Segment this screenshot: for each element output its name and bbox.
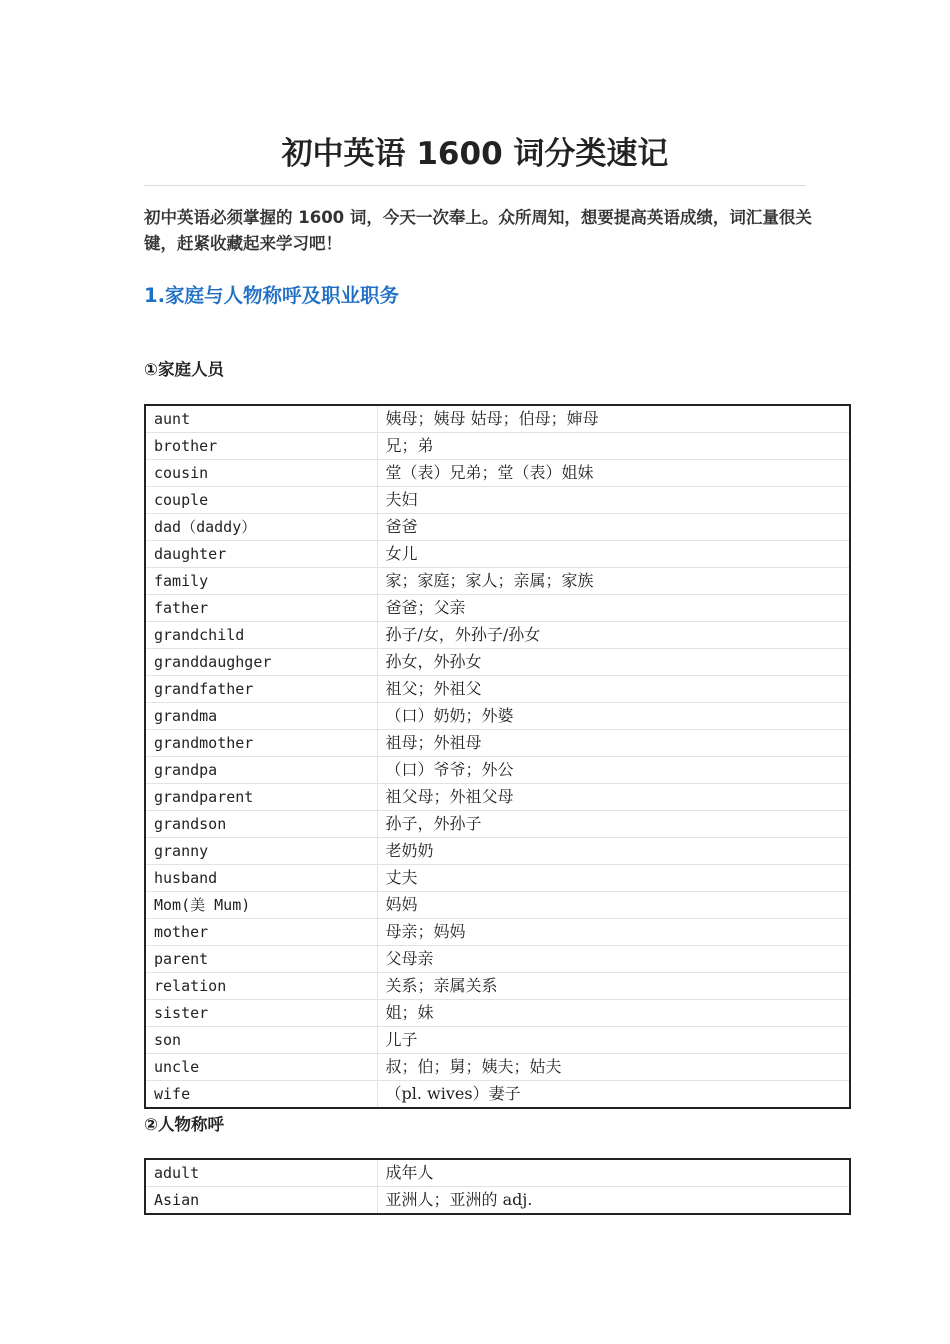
table-row <box>145 1159 850 1187</box>
chinese-meaning-cell: 爸爸；父亲 <box>377 595 850 622</box>
chinese-meaning-cell: 祖母；外祖母 <box>377 730 850 757</box>
family-members-heading: ①家庭人员 <box>144 360 224 379</box>
table-row <box>145 676 850 703</box>
chinese-meaning-cell: 祖父母；外祖父母 <box>377 784 850 811</box>
table-row <box>145 541 850 568</box>
english-word-cell: grandchild <box>145 622 377 649</box>
table-row <box>145 460 850 487</box>
table-row <box>145 730 850 757</box>
english-word-cell: brother <box>145 433 377 460</box>
table-row <box>145 622 850 649</box>
chinese-meaning-cell: 亚洲人；亚洲的 adj. <box>385 1190 533 1209</box>
chinese-meaning-cell: 母亲；妈妈 <box>377 919 850 946</box>
english-word-cell: family <box>145 568 377 595</box>
table-row <box>145 1027 850 1054</box>
english-word-cell: adult <box>145 1159 377 1187</box>
chinese-meaning-cell: 关系；亲属关系 <box>377 973 850 1000</box>
chinese-meaning-cell: （口）爷爷；外公 <box>377 757 850 784</box>
intro-paragraph: 初中英语必须掌握的 1600 词，今天一次奉上。众所周知，想要提高英语成绩，词汇量很关键，赶紧收藏起来学习吧！ <box>144 208 812 253</box>
table-row <box>145 1000 850 1027</box>
title-divider <box>144 185 806 186</box>
section-heading: 1.家庭与人物称呼及职业职务 <box>144 284 399 307</box>
chinese-meaning-cell: 孙女，外孙女 <box>377 649 850 676</box>
chinese-meaning-cell: 妈妈 <box>377 892 850 919</box>
chinese-meaning-cell: 丈夫 <box>377 865 850 892</box>
table-row <box>145 433 850 460</box>
english-word-cell: grandpa <box>145 757 377 784</box>
english-word-cell: grandmother <box>145 730 377 757</box>
table-row <box>145 919 850 946</box>
english-word-cell: grandson <box>145 811 377 838</box>
english-word-cell: husband <box>145 865 377 892</box>
table-row <box>145 1054 850 1081</box>
english-word-cell: Asian <box>145 1187 377 1215</box>
chinese-meaning-cell: 孙子，外孙子 <box>377 811 850 838</box>
english-word-cell: parent <box>145 946 377 973</box>
english-word-cell: daughter <box>145 541 377 568</box>
chinese-meaning-cell: 父母亲 <box>377 946 850 973</box>
chinese-meaning-cell: 女儿 <box>377 541 850 568</box>
english-word-cell: sister <box>145 1000 377 1027</box>
chinese-meaning-cell: 堂（表）兄弟；堂（表）姐妹 <box>377 460 850 487</box>
english-word-cell: Mom(美 Mum) <box>145 892 377 919</box>
table-row <box>145 811 850 838</box>
table-row <box>145 865 850 892</box>
english-word-cell: relation <box>145 973 377 1000</box>
chinese-meaning-cell: 兄；弟 <box>377 433 850 460</box>
english-word-cell: dad（daddy） <box>145 514 377 541</box>
table-row <box>145 946 850 973</box>
english-word-cell: cousin <box>145 460 377 487</box>
page-title: 初中英语 1600 词分类速记 <box>281 136 669 172</box>
english-word-cell: father <box>145 595 377 622</box>
table-row <box>145 757 850 784</box>
chinese-meaning-cell: （pl. wives）妻子 <box>385 1084 521 1103</box>
english-word-cell: grandma <box>145 703 377 730</box>
table-row <box>145 405 850 433</box>
table-row <box>145 514 850 541</box>
table-row <box>145 1187 850 1215</box>
chinese-meaning-cell: 爸爸 <box>377 514 850 541</box>
english-word-cell: couple <box>145 487 377 514</box>
table-row <box>145 595 850 622</box>
chinese-meaning-cell: 姐；妹 <box>377 1000 850 1027</box>
table-row <box>145 892 850 919</box>
table-row <box>145 1081 850 1109</box>
table-row <box>145 649 850 676</box>
chinese-meaning-cell: 老奶奶 <box>377 838 850 865</box>
english-word-cell: granny <box>145 838 377 865</box>
people-titles-heading: ②人物称呼 <box>144 1115 224 1134</box>
chinese-meaning-cell: 姨母；姨母 姑母；伯母；婶母 <box>377 405 850 433</box>
table-row <box>145 703 850 730</box>
table-row <box>145 784 850 811</box>
english-word-cell: granddaughger <box>145 649 377 676</box>
english-word-cell: son <box>145 1027 377 1054</box>
chinese-meaning-cell: 孙子/女，外孙子/孙女 <box>377 622 850 649</box>
english-word-cell: uncle <box>145 1054 377 1081</box>
english-word-cell: grandparent <box>145 784 377 811</box>
table-row <box>145 568 850 595</box>
chinese-meaning-cell: 成年人 <box>377 1159 850 1187</box>
english-word-cell: grandfather <box>145 676 377 703</box>
chinese-meaning-cell: 叔；伯；舅；姨夫；姑夫 <box>377 1054 850 1081</box>
chinese-meaning-cell: 儿子 <box>377 1027 850 1054</box>
chinese-meaning-cell: （口）奶奶；外婆 <box>377 703 850 730</box>
english-word-cell: aunt <box>145 405 377 433</box>
chinese-meaning-cell: 夫妇 <box>377 487 850 514</box>
people-titles-table <box>144 1158 851 1215</box>
english-word-cell: mother <box>145 919 377 946</box>
table-row <box>145 838 850 865</box>
table-row <box>145 973 850 1000</box>
table-row <box>145 487 850 514</box>
english-word-cell: wife <box>145 1081 377 1109</box>
chinese-meaning-cell: 家；家庭；家人；亲属；家族 <box>377 568 850 595</box>
chinese-meaning-cell: 祖父；外祖父 <box>377 676 850 703</box>
family-members-table <box>144 404 851 1109</box>
